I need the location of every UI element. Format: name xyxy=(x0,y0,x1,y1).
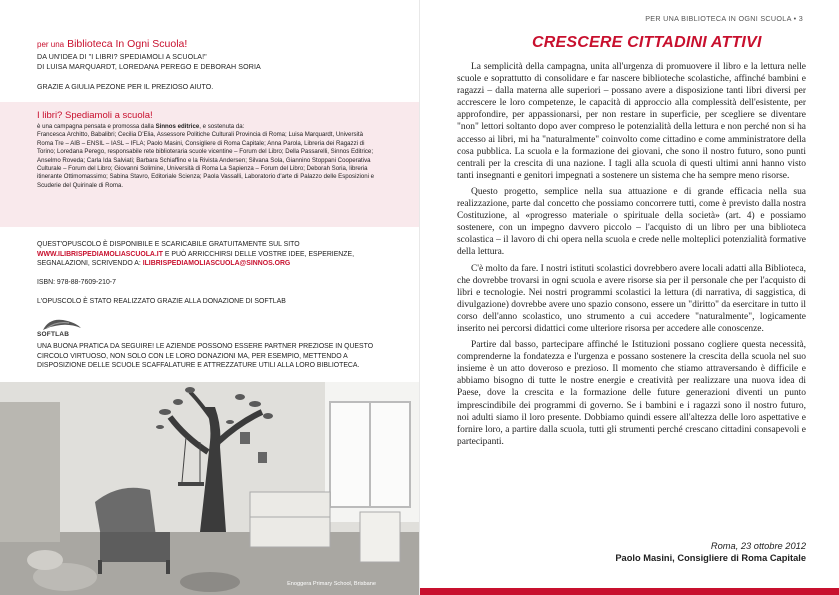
date-line: Roma, 23 ottobre 2012 xyxy=(710,541,806,551)
series-title xyxy=(37,38,187,50)
campaign-title: I libri? Spediamoli a scuola! xyxy=(37,110,153,121)
right-page xyxy=(420,0,839,595)
availability-text-2: E PUÒ ARRICCHIRSI DELLE VOSTRE IDEE, ESPERIENZE, SEGNALAZIONI, SCRIVENDO A: xyxy=(37,250,355,268)
left-page xyxy=(0,0,419,595)
idea-line: DA UN'IDEA DI "I LIBRI? SPEDIAMOLI A SCUOLA!" xyxy=(37,53,207,61)
campaign-supported: , e sostenuta da: xyxy=(199,123,245,130)
campaign-supporters: Francesca Architto, Babalibri; Cecilia D'Elia, Assessore Politiche Culturali Provincia di Roma; Luisa Marquardt, Università Roma Tre – AIB – ENSIL – IASL – IFLA; Paolo Masini, Consigliere di Roma Capitale; Anna Parola, Libreria dei Ragazzi di Torino; Loredana Perego, responsabile rete biblioteraria scuole vicentine – Forum del Libro; Della Passarelli, Sinnos Editrice; Anselmo Roveda; Carla Ida Salviati; Barbara Schiaffino e la Rivista Andersen; Silvana Sola, Giannino Stoppani Cooperativa Culturale – Forum del Libro; Giovanni Solimine, Università di Roma La Sapienza – Forum del Libro; Deborah Soria, libreria itinerante Ottimomassimo; Sabina Stavro, Editoriale Scienza; Paola Vassalli, Laboratorio d'arte di Palazzo delle Esposizioni e Scuderie del Quirinale di Roma. xyxy=(37,131,375,189)
availability-text: QUEST'OPUSCOLO È DISPONIBILE E SCARICABILE GRATUITAMENTE SUL SITO xyxy=(37,241,300,248)
red-footer-bar xyxy=(420,588,839,595)
email-link[interactable]: ILIBRISPEDIAMOLIASCUOLA@SINNOS.ORG xyxy=(142,260,291,268)
site-link[interactable]: WWW.ILIBRISPEDIAMOLIASCUOLA.IT xyxy=(37,250,163,258)
logo-label: SOFTLAB xyxy=(37,331,70,338)
library-photo-image xyxy=(0,382,419,595)
partner-note: UNA BUONA PRATICA DA SEGUIRE! LE AZIENDE POSSONO ESSERE PARTNER PREZIOSE IN QUESTO CIRCOLO VIRTUOSO, NON SOLO CON LE LORO DONAZIONI MA, PER ESEMPIO, METTENDO A DISPOSIZIONE DELLE SCUOLE SCAFFALATURE E ATTREZZATURE UTILI ALLA LORO BIBLIOTECA. xyxy=(37,343,374,370)
photo-caption: Enoggera Primary School, Brisbane xyxy=(287,581,376,587)
campaign-promoter: Sinnos editrice xyxy=(155,123,200,130)
paragraph: C'è molto da fare. I nostri istituti scolastici dovrebbero avere locali adatti alla Biblioteca, che dovrebbe trovarsi in ogni scuola e avere risorse sia per il personale che per l'acquisto di libri e tecnologie. Nei nostri programmi scolastici la lettura (di narrativa, di saggistica, di divulgazione) dovrebbe avere uno spazio consono, essere un "diritto" da esercitare in tutto il corso dell'anno scolastico, uno strumento a cui accedere "naturalmente", logicamente inserito nei percorsi didattici come ulteriore risorsa per accedere alle conoscenze. xyxy=(457,263,806,334)
availability-note xyxy=(37,240,377,269)
isbn: ISBN: 978-88-7609-210-7 xyxy=(37,279,116,286)
thanks-line: GRAZIE A GIULIA PEZONE PER IL PREZIOSO AIUTO. xyxy=(37,83,214,91)
series-prefix: per una xyxy=(37,40,65,49)
campaign-description xyxy=(37,123,377,190)
paragraph: La semplicità della campagna, unita all'urgenza di promuovere il libro e la lettura nelle scuole e soprattutto di consolidare e far nascere biblioteche scolastiche, affinché bambini e ragazzi – dalla materna alle superiori – possano avere a disposizione tanti libri diversi per accrescere le loro competenze, le capacità di approccio alla complessità dell'esistente, per approfondire, per appassionarsi, per non restare in superficie, per scegliere se diventare "non" lettori soltanto dopo aver compreso le potenzialità della lettura e non perché non si ha accesso ai libri, mi ha "naturalmente" coinvolto come cittadino e come amministratore della cosa pubblica. La scuola e la formazione dei giovani, che sono il nostro futuro, sono punti centrali per la crescita di una nazione. I tagli alla scuola di questi ultimi anni hanno visto tanti insegnanti e genitori impegnati a sostenere un sistema che ha sempre meno risorse. xyxy=(457,62,806,181)
signature: Paolo Masini, Consigliere di Roma Capitale xyxy=(615,553,806,563)
paragraph: Questo progetto, semplice nella sua attuazione e di grande efficacia nella sua realizzazione, parte dal concetto che possiamo concorrere tutti, come è previsto dalla nostra Costituzione, al «progresso materiale o spirituale della società» (art. 4) e possiamo sostenere, con un impegno davvero piccolo – l'acquisto di un libro per una biblioteca scolastica – il lavoro di chi opera nella scuola e crede nelle molteplici potenzialità formative della lettura. xyxy=(457,186,806,258)
paragraph: Partire dal basso, partecipare affinché le Istituzioni possano cogliere questa necessità, comprenderne la fondatezza e l'urgenza e possano sostenere la crescita della scuola nel suo insieme è un atto doveroso e prezioso. Il momento che stiamo attraversando è difficile e abbiamo bisogno di tutte le nostre energie e creatività per realizzare una nuova idea di Paese, dove la crescita e la formazione delle future generazioni diventi un punto imprescindibile dei programmi di governo. Se i bambini e i ragazzi sono il nostro futuro, noi adulti siamo il loro presente. Dobbiamo quindi essere all'altezza delle loro aspettative e fornire loro, a partire dalla scuola, tutti gli strumenti perché crescano cittadini consapevoli e partecipanti. xyxy=(457,340,806,447)
campaign-intro: è una campagna pensata e promossa dalla xyxy=(37,123,156,130)
article-body xyxy=(457,61,806,448)
signature-block xyxy=(457,540,806,564)
library-photo xyxy=(0,382,419,595)
donation-note: L'OPUSCOLO È STATO REALIZZATO GRAZIE ALLA DONAZIONE DI SOFTLAB xyxy=(37,298,286,305)
series-name: Biblioteca In Ogni Scuola! xyxy=(67,38,188,50)
article-title: CRESCERE CITTADINI ATTIVI xyxy=(532,34,762,51)
running-head: PER UNA BIBLIOTECA IN OGNI SCUOLA • 3 xyxy=(645,14,803,23)
authors-line: DI LUISA MARQUARDT, LOREDANA PEREGO E DEBORAH SORIA xyxy=(37,62,261,71)
idea-credits xyxy=(37,53,367,72)
